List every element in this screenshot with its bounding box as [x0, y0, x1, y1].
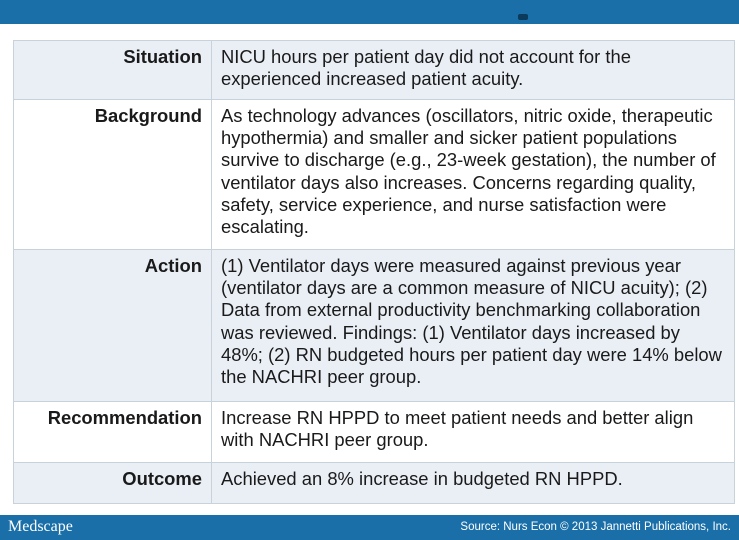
sbar-table: [13, 40, 735, 504]
row-label-recommendation: Recommendation: [14, 402, 212, 463]
row-label-action: Action: [14, 250, 212, 402]
table-row-situation: [14, 41, 735, 100]
table-row-action: [14, 250, 735, 402]
top-banner: [0, 0, 739, 24]
row-content-background: As technology advances (oscillators, nitric oxide, therapeutic hypothermia) and smaller and sicker patient populations survive to discharge (e.g., 23-week gestation), the number of ventilator days also increases. Concerns regarding quality, safety, service experience, and nurse satisfaction were escalating.: [212, 100, 735, 250]
source-citation: Source: Nurs Econ © 2013 Jannetti Publications, Inc.: [460, 521, 731, 533]
row-content-situation: NICU hours per patient day did not account for the experienced increased patient acuity.: [212, 41, 735, 100]
table-row-background: [14, 100, 735, 250]
row-content-recommendation: Increase RN HPPD to meet patient needs and better align with NACHRI peer group.: [212, 402, 735, 463]
row-label-outcome: Outcome: [14, 463, 212, 504]
table-row-recommendation: [14, 402, 735, 463]
cropped-title-fragment: [518, 14, 528, 20]
row-content-action: (1) Ventilator days were measured against previous year (ventilator days are a common measure of NICU acuity); (2) Data from external productivity benchmarking collaboration was reviewed. Findings: (1) Ventilator days increased by 48%; (2) RN budgeted hours per patient day were 14% below the NACHRI peer group.: [212, 250, 735, 402]
row-label-situation: Situation: [14, 41, 212, 100]
row-content-outcome: Achieved an 8% increase in budgeted RN HPPD.: [212, 463, 735, 504]
medscape-logo: Medscape: [8, 518, 73, 535]
table-row-outcome: [14, 463, 735, 504]
row-label-background: Background: [14, 100, 212, 250]
footer-bar: [0, 515, 739, 540]
